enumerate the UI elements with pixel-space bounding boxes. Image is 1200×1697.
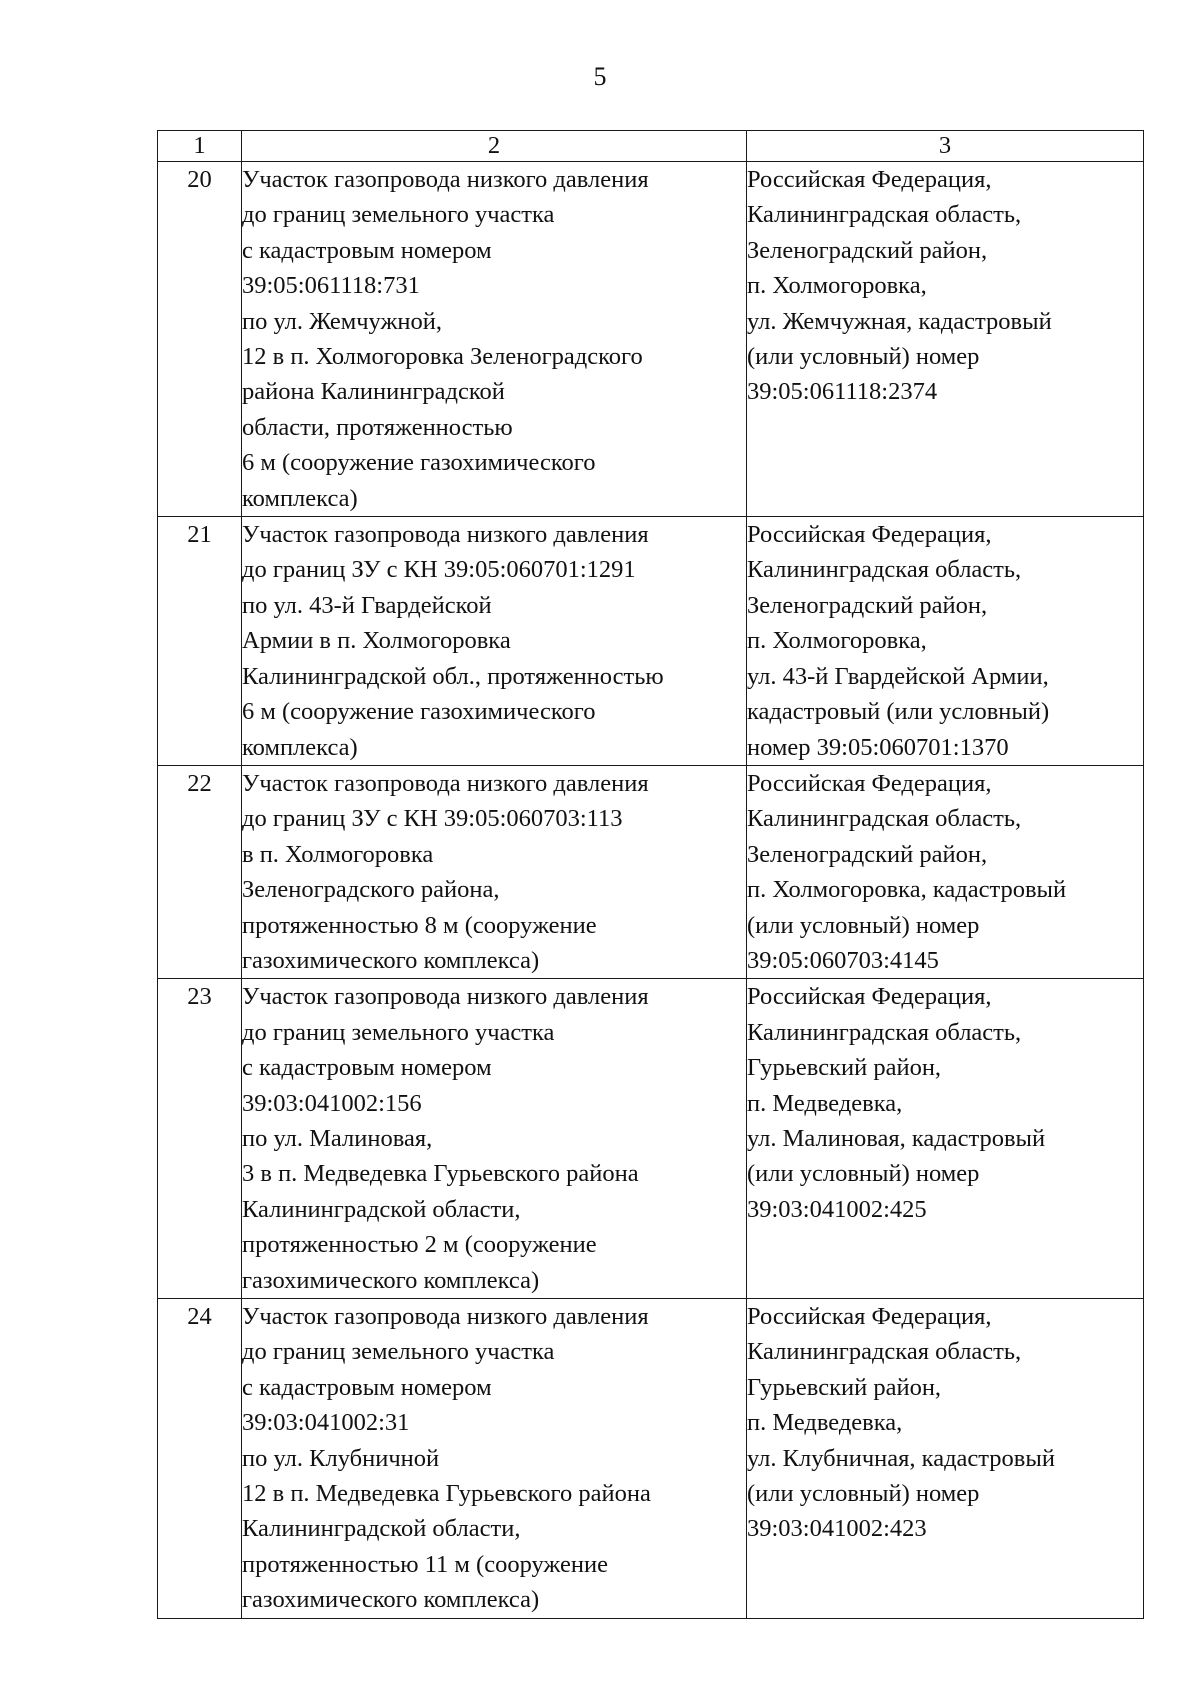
location-line: 39:03:041002:423: [747, 1515, 927, 1543]
table-row: [158, 162, 1144, 517]
description-line: Участок газопровода низкого давления: [242, 521, 649, 549]
object-description: [242, 765, 747, 978]
location-line: Российская Федерация,: [747, 521, 992, 549]
description-line: Участок газопровода низкого давления: [242, 769, 649, 797]
description-line: комплекса): [242, 484, 358, 512]
description-line: в п. Холмогоровка: [242, 840, 434, 868]
description-line: газохимического комплекса): [242, 946, 540, 974]
page-number: 5: [593, 62, 607, 91]
table-header-row: [158, 131, 1144, 162]
description-line: по ул. 43-й Гвардейской: [242, 591, 492, 619]
description-line: протяженностью 8 м (сооружение: [242, 911, 597, 939]
description-line: комплекса): [242, 733, 358, 761]
location-line: п. Медведевка,: [747, 1409, 903, 1437]
description-line: Участок газопровода низкого давления: [242, 983, 649, 1011]
description-line: с кадастровым номером: [242, 1054, 492, 1082]
location-line: (или условный) номер: [747, 1160, 980, 1188]
location-line: Зеленоградский район,: [747, 840, 988, 868]
description-line: области, протяженностью: [242, 413, 513, 441]
description-line: газохимического комплекса): [242, 1266, 540, 1294]
object-description: [242, 162, 747, 517]
description-line: 6 м (сооружение газохимического: [242, 698, 596, 726]
description-line: по ул. Жемчужной,: [242, 307, 442, 335]
location-line: п. Медведевка,: [747, 1089, 903, 1117]
table-row: [158, 1299, 1144, 1619]
object-location: [747, 162, 1144, 517]
description-line: 39:03:041002:156: [242, 1089, 422, 1117]
location-line: 39:03:041002:425: [747, 1195, 927, 1223]
table-row: [158, 979, 1144, 1299]
description-line: Калининградской обл., протяженностью: [242, 662, 664, 690]
description-line: Калининградской области,: [242, 1515, 521, 1543]
object-description: [242, 517, 747, 766]
column-header-number: 1: [158, 131, 242, 162]
location-line: Калининградская область,: [747, 805, 1022, 833]
location-line: Калининградская область,: [747, 1018, 1022, 1046]
location-line: п. Холмогоровка,: [747, 272, 927, 300]
location-line: Российская Федерация,: [747, 166, 992, 193]
description-line: газохимического комплекса): [242, 1586, 540, 1614]
location-line: Российская Федерация,: [747, 983, 992, 1011]
description-line: по ул. Малиновая,: [242, 1124, 433, 1152]
location-line: (или условный) номер: [747, 343, 980, 371]
location-line: Российская Федерация,: [747, 1303, 992, 1330]
object-location: [747, 979, 1144, 1299]
row-number: 22: [158, 765, 242, 978]
description-line: 12 в п. Медведевка Гурьевского района: [242, 1480, 651, 1508]
description-line: по ул. Клубничной: [242, 1444, 440, 1472]
location-line: кадастровый (или условный): [747, 698, 1050, 726]
location-line: Калининградская область,: [747, 201, 1022, 229]
object-location: [747, 517, 1144, 766]
description-line: Зеленоградского района,: [242, 876, 500, 904]
description-line: 3 в п. Медведевка Гурьевского района: [242, 1160, 639, 1188]
row-number: 24: [158, 1299, 242, 1619]
location-line: номер 39:05:060701:1370: [747, 733, 1009, 761]
description-line: Участок газопровода низкого давления: [242, 166, 649, 193]
location-line: Калининградская область,: [747, 1338, 1022, 1366]
description-line: 39:05:061118:731: [242, 272, 420, 300]
location-line: (или условный) номер: [747, 911, 980, 939]
description-line: протяженностью 11 м (сооружение: [242, 1550, 608, 1578]
object-description: [242, 1299, 747, 1619]
description-line: протяженностью 2 м (сооружение: [242, 1231, 597, 1259]
description-line: района Калининградской: [242, 378, 505, 406]
row-number: 21: [158, 517, 242, 766]
location-line: ул. Клубничная, кадастровый: [747, 1444, 1055, 1472]
location-line: ул. Жемчужная, кадастровый: [747, 307, 1052, 335]
table-body: [158, 162, 1144, 1619]
location-line: п. Холмогоровка, кадастровый: [747, 876, 1067, 904]
description-line: 6 м (сооружение газохимического: [242, 449, 596, 477]
location-line: п. Холмогоровка,: [747, 627, 927, 655]
description-line: до границ земельного участка: [242, 1338, 555, 1366]
row-number: 23: [158, 979, 242, 1299]
description-line: 39:03:041002:31: [242, 1409, 410, 1437]
object-location: [747, 765, 1144, 978]
location-line: 39:05:060703:4145: [747, 946, 939, 974]
location-line: Калининградская область,: [747, 556, 1022, 584]
row-number: 20: [158, 162, 242, 517]
location-line: Зеленоградский район,: [747, 236, 988, 264]
object-description: [242, 979, 747, 1299]
objects-table: [157, 130, 1144, 1619]
description-line: с кадастровым номером: [242, 236, 492, 264]
column-header-description: 2: [242, 131, 747, 162]
description-line: до границ земельного участка: [242, 1018, 555, 1046]
location-line: 39:05:061118:2374: [747, 378, 938, 406]
location-line: ул. Малиновая, кадастровый: [747, 1124, 1046, 1152]
object-location: [747, 1299, 1144, 1619]
location-line: (или условный) номер: [747, 1480, 980, 1508]
description-line: Калининградской области,: [242, 1195, 521, 1223]
description-line: до границ ЗУ с КН 39:05:060703:113: [242, 805, 623, 833]
location-line: Гурьевский район,: [747, 1054, 942, 1082]
description-line: Армии в п. Холмогоровка: [242, 627, 511, 655]
description-line: до границ земельного участка: [242, 201, 555, 229]
description-line: с кадастровым номером: [242, 1373, 492, 1401]
location-line: Гурьевский район,: [747, 1373, 942, 1401]
table-row: [158, 765, 1144, 978]
location-line: Зеленоградский район,: [747, 591, 988, 619]
table-row: [158, 517, 1144, 766]
description-line: до границ ЗУ с КН 39:05:060701:1291: [242, 556, 636, 584]
location-line: Российская Федерация,: [747, 769, 992, 797]
description-line: 12 в п. Холмогоровка Зеленоградского: [242, 343, 643, 371]
location-line: ул. 43-й Гвардейской Армии,: [747, 662, 1049, 690]
description-line: Участок газопровода низкого давления: [242, 1303, 649, 1330]
column-header-location: 3: [747, 131, 1144, 162]
